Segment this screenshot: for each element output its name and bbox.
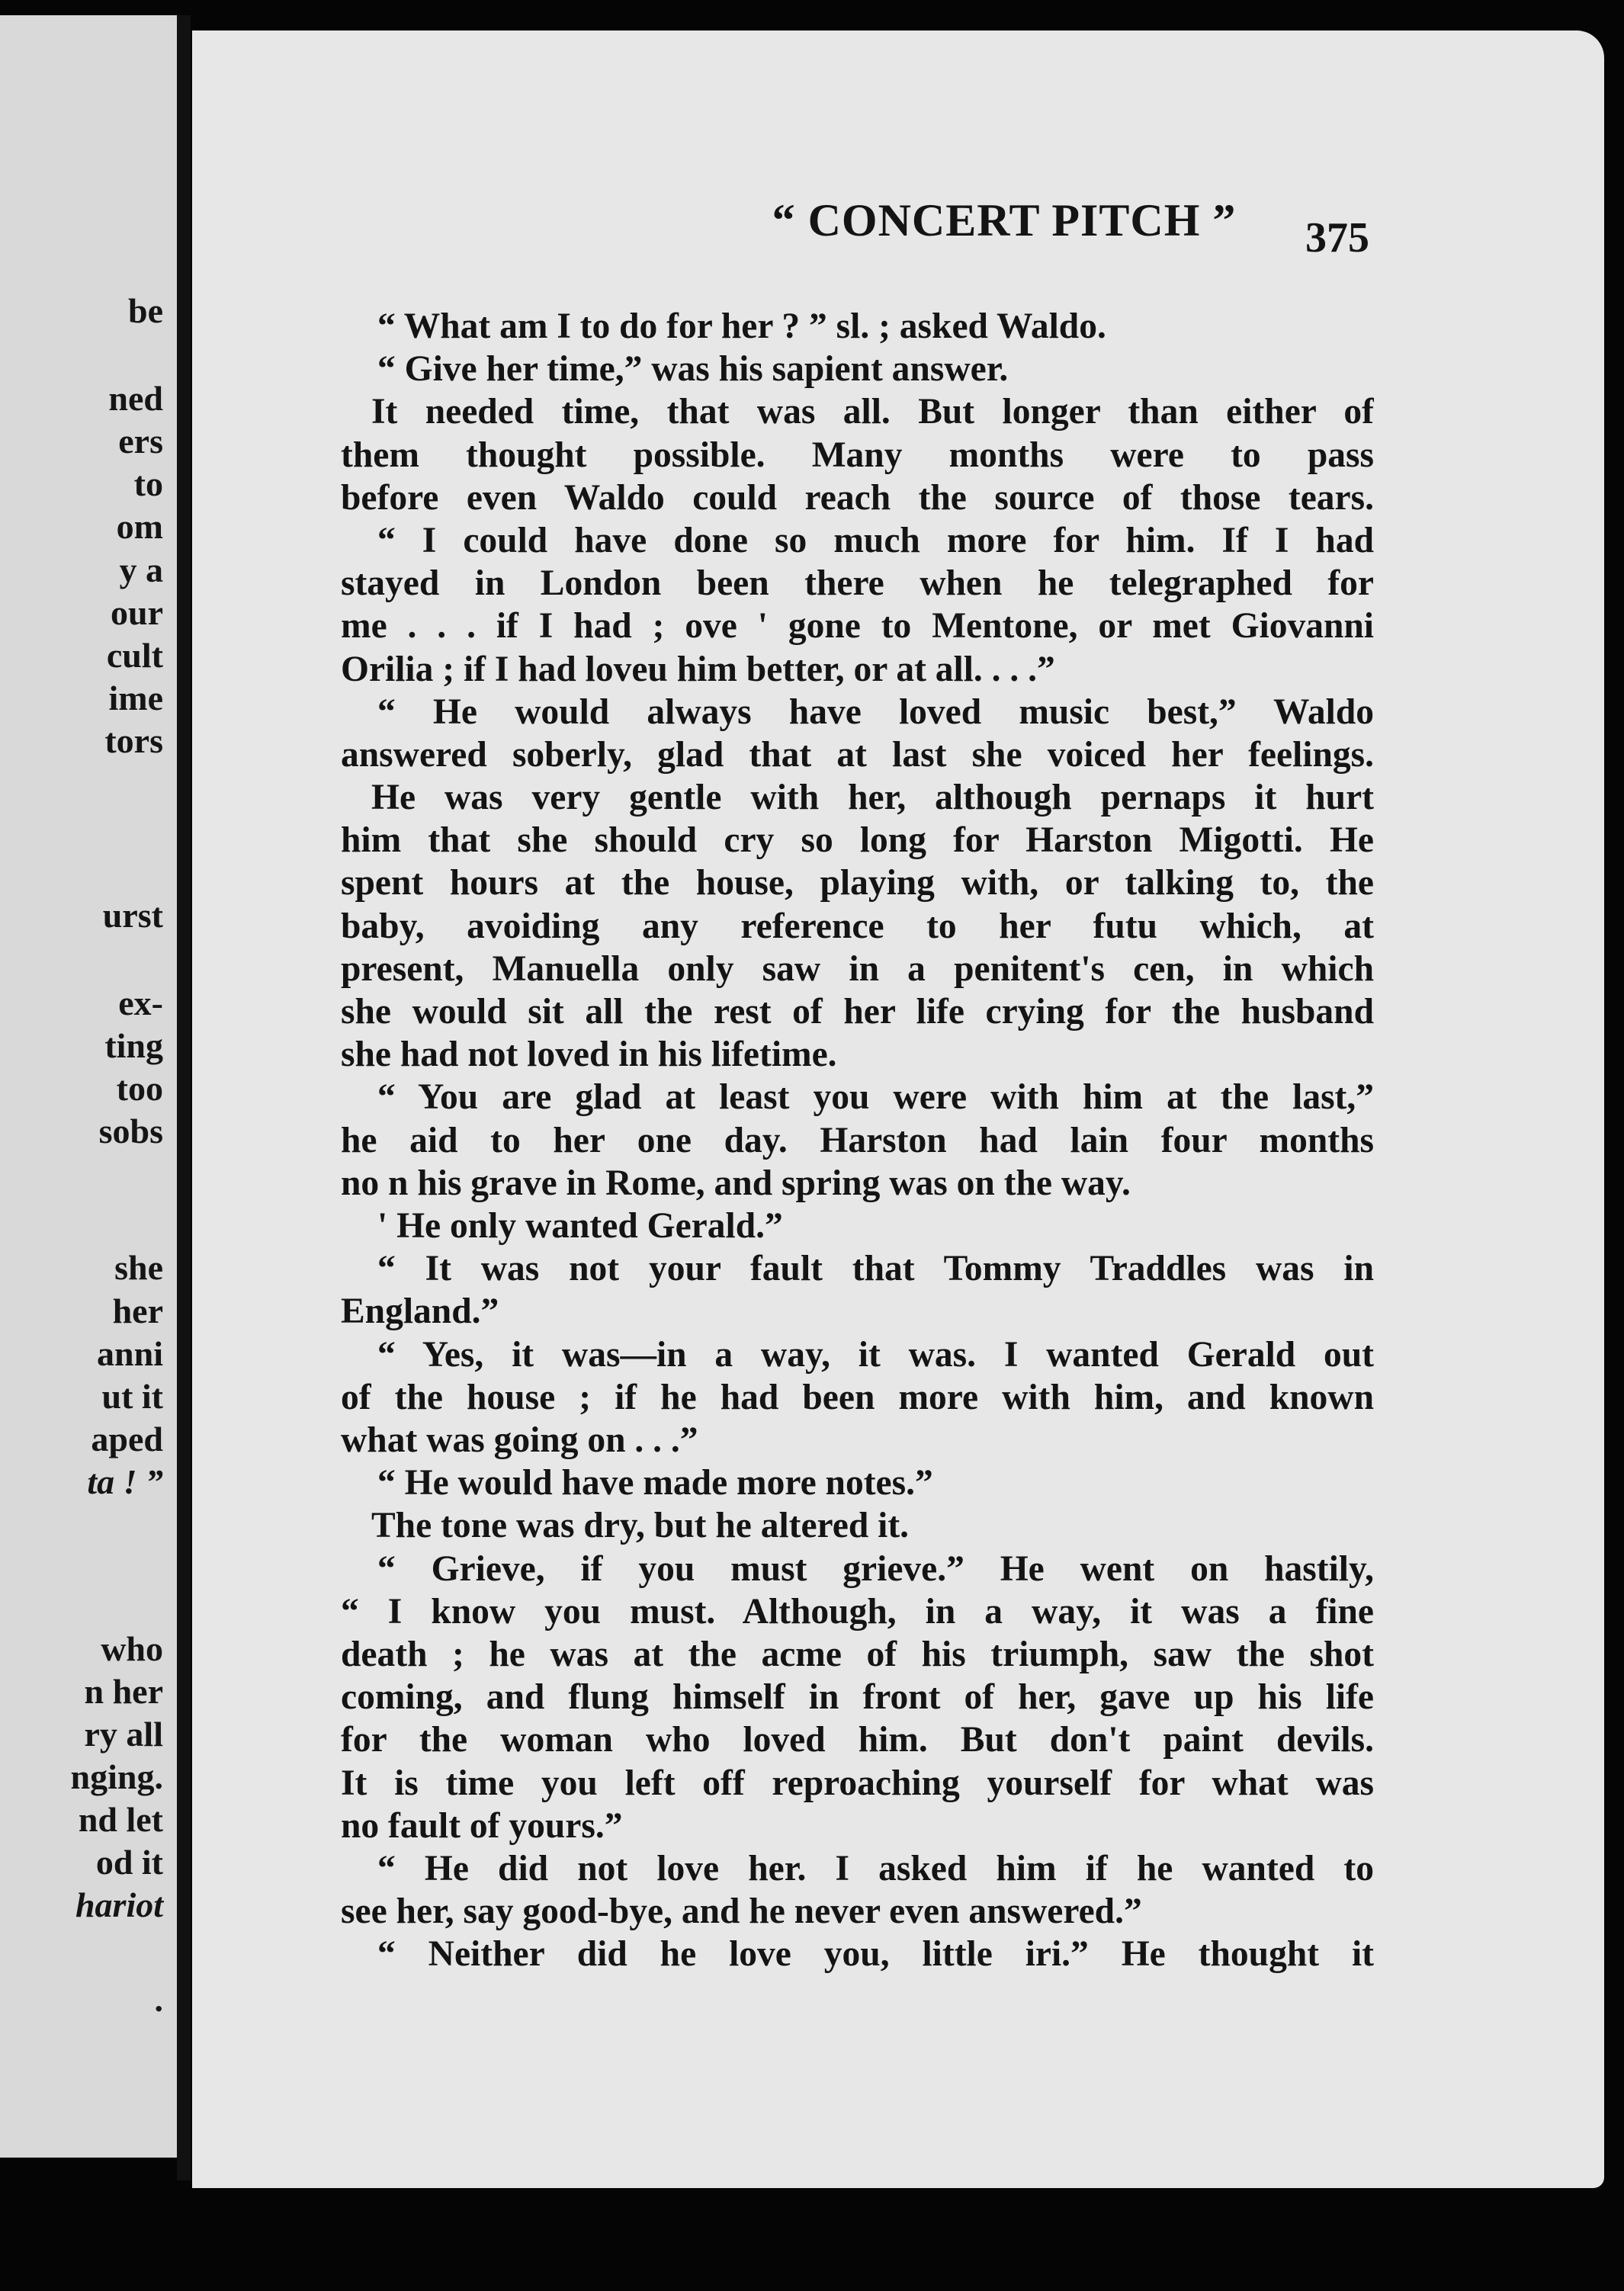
text-line: he aid to her one day. Harston had lain four months (341, 1120, 1374, 1160)
facing-page-fragment: hariot (75, 1885, 163, 1924)
facing-page-fragment: ned (108, 379, 163, 418)
text-line: “ He did not love her. I asked him if he wanted to (377, 1848, 1374, 1888)
facing-page-fragment: tors (104, 721, 163, 760)
text-line: coming, and flung himself in front of her, gave up his life (341, 1677, 1374, 1718)
text-line: me . . . if I had ; ove ' gone to Mentone, or met Giovanni (341, 606, 1374, 647)
facing-page-fragment: ers (118, 422, 163, 460)
facing-page-fragment: cult (106, 636, 163, 675)
text-line: “ Yes, it was—in a way, it was. I wanted Gerald out (377, 1334, 1374, 1375)
facing-page-fragment: . (154, 1980, 163, 2019)
text-line: see her, say good-bye, and he never even answered.” (341, 1892, 1142, 1932)
facing-page-fragment: be (128, 291, 163, 330)
text-line: The tone was dry, but he altered it. (371, 1506, 910, 1546)
facing-page (0, 15, 177, 2158)
text-line: “ You are glad at least you were with him at the last,” (377, 1077, 1374, 1118)
text-line: “ He would have made more notes.” (377, 1463, 933, 1503)
facing-page-fragment: y a (119, 550, 163, 589)
facing-page-fragment: ry all (84, 1715, 163, 1754)
facing-page-fragment: nd let (78, 1800, 163, 1839)
book-page (192, 30, 1604, 2188)
text-line: “ He would always have loved music best,” Waldo (377, 691, 1374, 732)
text-line: It is time you left off reproaching yourself for what was (341, 1763, 1374, 1803)
text-line: ' He only wanted Gerald.” (377, 1206, 783, 1247)
text-line: “ What am I to do for her ? ” sl. ; asked Waldo. (377, 306, 1106, 346)
page-number: 375 (1305, 214, 1369, 262)
text-line: “ Neither did he love you, little iri.” He thought it (377, 1934, 1374, 1975)
facing-page-fragment: ta ! ” (87, 1462, 163, 1501)
text-line: him that she should cry so long for Harston Migotti. He (341, 820, 1374, 861)
text-line: them thought possible. Many months were to pass (341, 435, 1374, 475)
text-line: stayed in London been there when he telegraphed for (341, 563, 1374, 604)
text-line: before even Waldo could reach the source of those tears. (341, 477, 1374, 518)
facing-page-fragment: ut it (101, 1377, 163, 1416)
facing-page-fragment: ting (104, 1026, 163, 1065)
facing-page-fragment: urst (102, 896, 163, 935)
facing-page-fragment: too (116, 1069, 163, 1108)
facing-page-fragment: to (133, 464, 163, 503)
facing-page-fragment: our (111, 593, 163, 632)
text-line: death ; he was at the acme of his triumph, saw the shot (341, 1634, 1374, 1674)
text-line: what was going on . . .” (341, 1420, 698, 1460)
facing-page-fragment: od it (95, 1843, 163, 1882)
text-line: “ Grieve, if you must grieve.” He went on hastily, (377, 1548, 1374, 1589)
facing-page-fragment: anni (97, 1334, 163, 1373)
facing-page-fragment: om (116, 507, 163, 546)
facing-page-fragment: sobs (98, 1112, 163, 1150)
text-line: for the woman who loved him. But don't paint devils. (341, 1720, 1374, 1760)
text-line: Orilia ; if I had loveu him better, or at all. . . .” (341, 649, 1055, 689)
facing-page-fragment: who (101, 1629, 163, 1668)
running-head: “ CONCERT PITCH ” (772, 195, 1237, 245)
text-line: “ Give her time,” was his sapient answer. (377, 349, 1009, 390)
text-line: “ I know you must. Although, in a way, it was a fine (341, 1591, 1374, 1632)
text-line: she had not loved in his lifetime. (341, 1035, 837, 1075)
body-text (341, 305, 1374, 1976)
text-line: answered soberly, glad that at last she voiced her feelings. (341, 734, 1374, 775)
text-line: no fault of yours.” (341, 1805, 623, 1846)
text-line: “ It was not your fault that Tommy Traddles was in (377, 1249, 1374, 1289)
facing-page-fragment: she (114, 1248, 163, 1287)
text-line: present, Manuella only saw in a penitent's cen, in which (341, 948, 1374, 989)
facing-page-fragment: ex- (118, 983, 163, 1022)
facing-page-fragment: n her (84, 1672, 163, 1711)
text-line: It needed time, that was all. But longer than either of (371, 392, 1374, 432)
text-line: He was very gentle with her, although pernaps it hurt (371, 778, 1374, 818)
facing-page-fragment: aped (91, 1420, 163, 1458)
facing-page-fragment: her (112, 1291, 163, 1330)
facing-page-fragment: ime (108, 679, 163, 717)
text-line: no n his grave in Rome, and spring was on the way. (341, 1163, 1131, 1203)
text-line: England.” (341, 1291, 499, 1332)
text-line: baby, avoiding any reference to her futu which, at (341, 906, 1374, 946)
text-line: she would sit all the rest of her life crying for the husband (341, 992, 1374, 1032)
text-line: spent hours at the house, playing with, or talking to, the (341, 863, 1374, 903)
text-line: of the house ; if he had been more with him, and known (341, 1377, 1374, 1417)
binding-gutter (177, 15, 191, 2180)
facing-page-fragment: nging. (70, 1757, 163, 1796)
text-line: “ I could have done so much more for him. If I had (377, 520, 1374, 560)
